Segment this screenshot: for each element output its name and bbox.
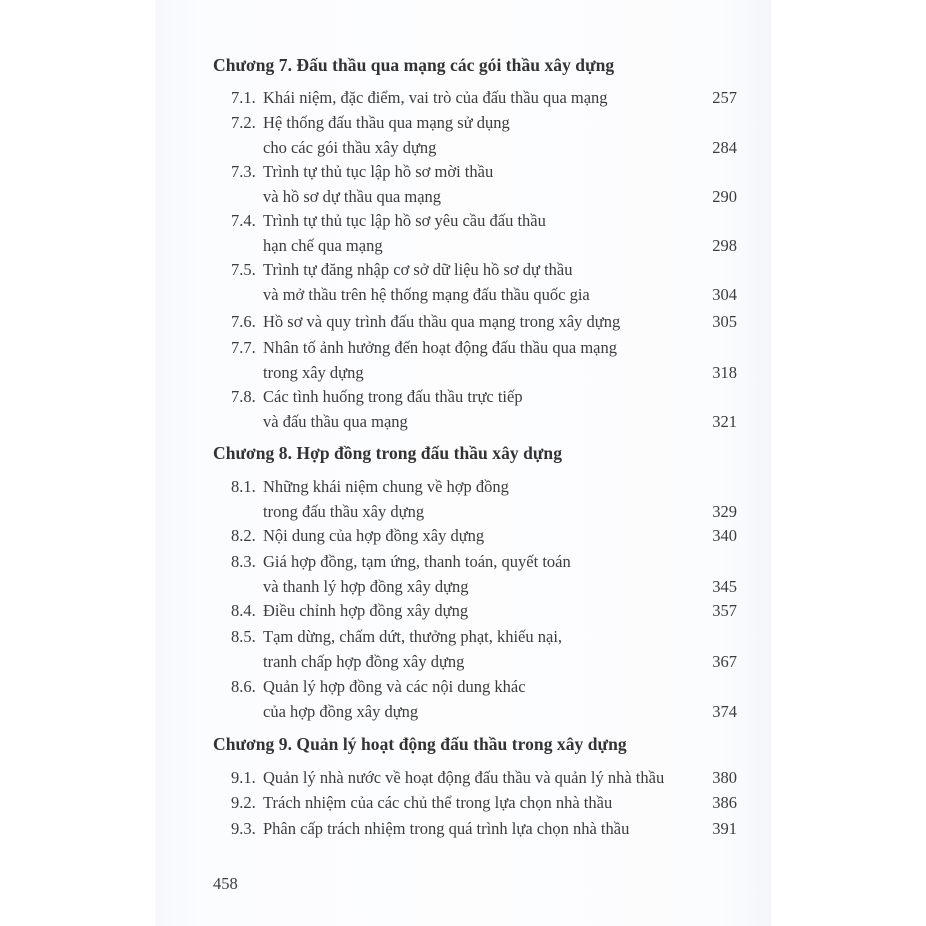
toc-entry-7-8: [231, 385, 737, 434]
chapter-8-heading: Chương 8. Hợp đồng trong đấu thầu xây dựng: [213, 443, 563, 463]
entry-page-number: 357: [712, 601, 737, 620]
toc-entry-8-1: [231, 475, 737, 524]
entry-number: 8.1.: [231, 477, 256, 496]
entry-page-number: 345: [712, 576, 737, 596]
entry-number: 8.6.: [231, 677, 256, 696]
entry-page-number: 391: [712, 819, 737, 838]
chapter-9-heading: Chương 9. Quản lý hoạt động đấu thầu trong xây dựng: [213, 734, 627, 754]
entry-page-number: 329: [712, 501, 737, 521]
entry-title-line: Hồ sơ và quy trình đấu thầu qua mạng trong xây dựng: [263, 312, 621, 331]
entry-number: 8.5.: [231, 627, 256, 646]
chapter-7-heading: Chương 7. Đấu thầu qua mạng các gói thầu xây dựng: [213, 55, 615, 75]
entry-page-number: 367: [712, 651, 737, 671]
entry-title-line: Trình tự thủ tục lập hồ sơ yêu cầu đấu thầu: [263, 211, 546, 230]
entry-number: 7.8.: [231, 387, 256, 406]
toc-entry-7-2: [231, 111, 737, 160]
entry-page-number: 284: [712, 137, 737, 157]
entry-number: 8.3.: [231, 552, 256, 571]
entry-number: 8.2.: [231, 526, 256, 545]
entry-number: 7.6.: [231, 312, 256, 331]
entry-page-number: 304: [712, 284, 737, 304]
entry-page-number: 321: [712, 411, 737, 431]
entry-number: 8.4.: [231, 601, 256, 620]
entry-title-line: Trách nhiệm của các chủ thể trong lựa chọn nhà thầu: [263, 793, 613, 812]
entry-page-number: 318: [712, 362, 737, 382]
entry-title-line: trong đấu thầu xây dựng: [263, 501, 425, 521]
entry-title-line: Giá hợp đồng, tạm ứng, thanh toán, quyết toán: [263, 552, 571, 571]
toc-entry-7-7: [231, 336, 737, 385]
entry-title-line: Những khái niệm chung về hợp đồng: [263, 477, 509, 496]
entry-title-line: Quản lý nhà nước về hoạt động đấu thầu và quản lý nhà thầu: [263, 768, 665, 787]
toc-entry-9-1: [231, 766, 737, 791]
entry-page-number: 305: [712, 312, 737, 331]
entry-title-line: Các tình huống trong đấu thầu trực tiếp: [263, 387, 523, 406]
entry-title-line: và mở thầu trên hệ thống mạng đấu thầu quốc gia: [263, 284, 590, 304]
entry-title-line: của hợp đồng xây dựng: [263, 701, 419, 721]
entry-title-line: Tạm dừng, chấm dứt, thưởng phạt, khiếu nại,: [263, 627, 563, 646]
entry-number: 9.1.: [231, 768, 256, 787]
entry-title-line: trong xây dựng: [263, 362, 364, 382]
page-folio-number: 458: [213, 874, 238, 893]
entry-title-line: Điều chỉnh hợp đồng xây dựng: [263, 601, 469, 620]
entry-number: 7.4.: [231, 211, 256, 230]
entry-number: 7.7.: [231, 338, 256, 357]
entry-title-line: Hệ thống đấu thầu qua mạng sử dụng: [263, 113, 510, 132]
entry-title-line: Trình tự đăng nhập cơ sở dữ liệu hồ sơ dự thầu: [263, 260, 573, 279]
entry-page-number: 257: [712, 88, 737, 107]
entry-title-line: Nội dung của hợp đồng xây dựng: [263, 526, 485, 545]
entry-number: 7.5.: [231, 260, 256, 279]
toc-entry-7-3: [231, 160, 737, 209]
entry-title-line: hạn chế qua mạng: [263, 235, 383, 255]
toc-entry-8-4: [231, 599, 737, 624]
entry-page-number: 380: [712, 768, 737, 787]
entry-title-line: Phân cấp trách nhiệm trong quá trình lựa chọn nhà thầu: [263, 819, 630, 838]
table-of-contents-page: [155, 0, 771, 926]
entry-number: 9.3.: [231, 819, 256, 838]
entry-title-line: tranh chấp hợp đồng xây dựng: [263, 651, 465, 671]
toc-entry-9-3: [231, 817, 737, 842]
entry-number: 7.1.: [231, 88, 256, 107]
toc-entry-7-6: [231, 310, 737, 335]
entry-page-number: 386: [712, 793, 737, 812]
entry-number: 7.2.: [231, 113, 256, 132]
entry-title-line: và thanh lý hợp đồng xây dựng: [263, 576, 469, 596]
toc-entry-7-4: [231, 209, 737, 258]
entry-title-line: và đấu thầu qua mạng: [263, 411, 408, 431]
entry-title-line: Khái niệm, đặc điểm, vai trò của đấu thầu qua mạng: [263, 88, 608, 107]
entry-title-line: cho các gói thầu xây dựng: [263, 137, 437, 157]
entry-title-line: Nhân tố ảnh hưởng đến hoạt động đấu thầu qua mạng: [263, 338, 618, 357]
toc-entry-8-2: [231, 524, 737, 549]
toc-entry-9-2: [231, 791, 737, 816]
toc-entry-8-3: [231, 550, 737, 599]
toc-entry-8-5: [231, 625, 737, 674]
entry-title-line: Trình tự thủ tục lập hồ sơ mời thầu: [263, 162, 494, 181]
toc-entry-8-6: [231, 675, 737, 724]
toc-entry-7-1: [231, 86, 737, 111]
entry-number: 7.3.: [231, 162, 256, 181]
entry-page-number: 290: [712, 186, 737, 206]
entry-title-line: và hồ sơ dự thầu qua mạng: [263, 186, 442, 206]
entry-page-number: 298: [712, 235, 737, 255]
entry-title-line: Quản lý hợp đồng và các nội dung khác: [263, 677, 526, 696]
entry-page-number: 374: [712, 701, 737, 721]
toc-entry-7-5: [231, 258, 737, 307]
entry-number: 9.2.: [231, 793, 256, 812]
entry-page-number: 340: [712, 526, 737, 545]
